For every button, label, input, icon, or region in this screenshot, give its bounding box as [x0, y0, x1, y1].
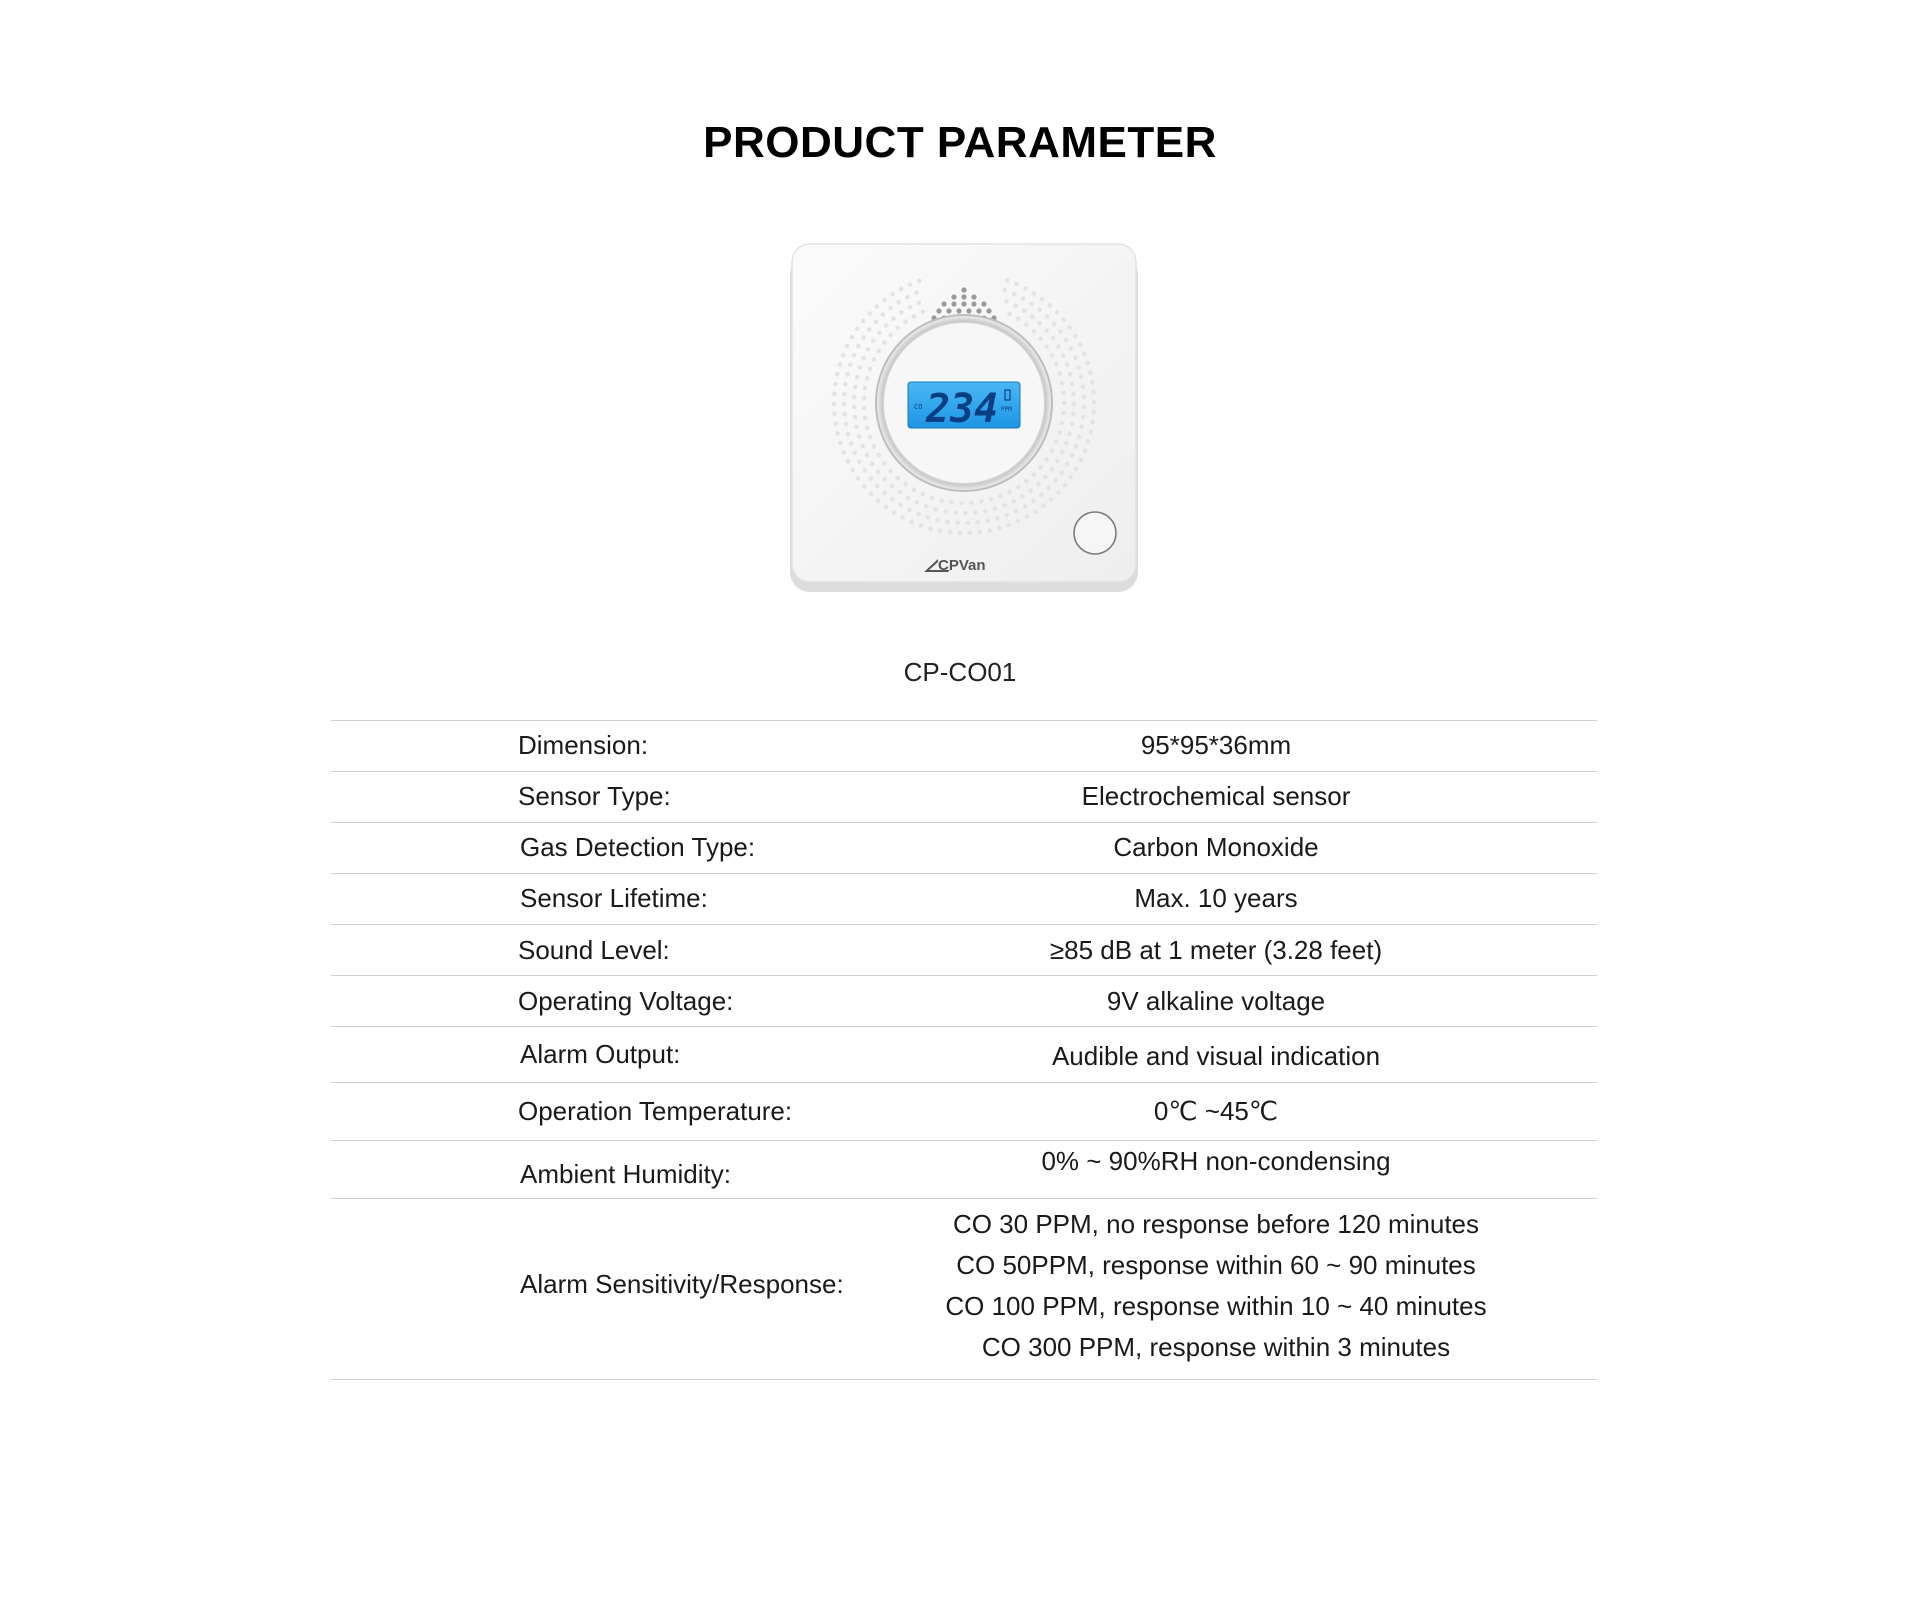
param-value-lines [911, 1204, 1521, 1368]
table-row [331, 976, 1597, 1027]
param-label: Alarm Sensitivity/Response: [520, 1269, 844, 1299]
table-row [331, 1027, 1597, 1083]
page-title: PRODUCT PARAMETER [703, 118, 1217, 167]
param-label: Sound Level: [518, 935, 670, 965]
param-value: Max. 10 years [1134, 883, 1298, 913]
test-button [1074, 512, 1116, 554]
brand-logo-text: CPVan [938, 557, 986, 574]
param-label: Ambient Humidity: [520, 1159, 731, 1189]
table-row [331, 1083, 1597, 1141]
param-value: 9V alkaline voltage [1106, 986, 1326, 1016]
table-row [331, 874, 1597, 925]
param-value: 0℃ ~45℃ [1153, 1096, 1279, 1126]
lcd-unit-label: PPM [1001, 406, 1012, 413]
table-row [331, 1199, 1597, 1380]
table-row [331, 772, 1597, 823]
param-value: Audible and visual indication [1051, 1041, 1381, 1071]
param-label: Sensor Type: [518, 781, 671, 811]
product-image [788, 240, 1140, 595]
response-line: CO 300 PPM, response within 3 minutes [981, 1332, 1451, 1362]
param-value: 0% ~ 90%RH non-condensing [1041, 1146, 1391, 1176]
co-detector-illustration [788, 240, 1140, 595]
param-value: Carbon Monoxide [1113, 832, 1319, 862]
param-value: ≥85 dB at 1 meter (3.28 feet) [1049, 935, 1383, 965]
model-number: CP-CO01 [903, 657, 1017, 687]
param-label: Operation Temperature: [518, 1096, 793, 1126]
param-label: Dimension: [518, 730, 649, 760]
param-label: Sensor Lifetime: [520, 883, 708, 913]
lcd-gas-label: CO [914, 403, 923, 411]
param-value: Electrochemical sensor [1081, 781, 1351, 811]
table-row [331, 823, 1597, 874]
param-label: Gas Detection Type: [520, 832, 756, 862]
table-row [331, 925, 1597, 976]
param-value: 95*95*36mm [1140, 730, 1292, 760]
lcd-reading: 234 [926, 386, 999, 432]
response-line: CO 30 PPM, no response before 120 minutes [952, 1209, 1480, 1239]
param-label: Operating Voltage: [518, 986, 734, 1016]
table-row [331, 1141, 1597, 1199]
response-line: CO 100 PPM, response within 10 ~ 40 minutes [945, 1291, 1487, 1321]
response-line: CO 50PPM, response within 60 ~ 90 minutes [956, 1250, 1476, 1280]
table-row [331, 721, 1597, 772]
param-label: Alarm Output: [520, 1039, 681, 1069]
parameter-table [331, 720, 1597, 1380]
